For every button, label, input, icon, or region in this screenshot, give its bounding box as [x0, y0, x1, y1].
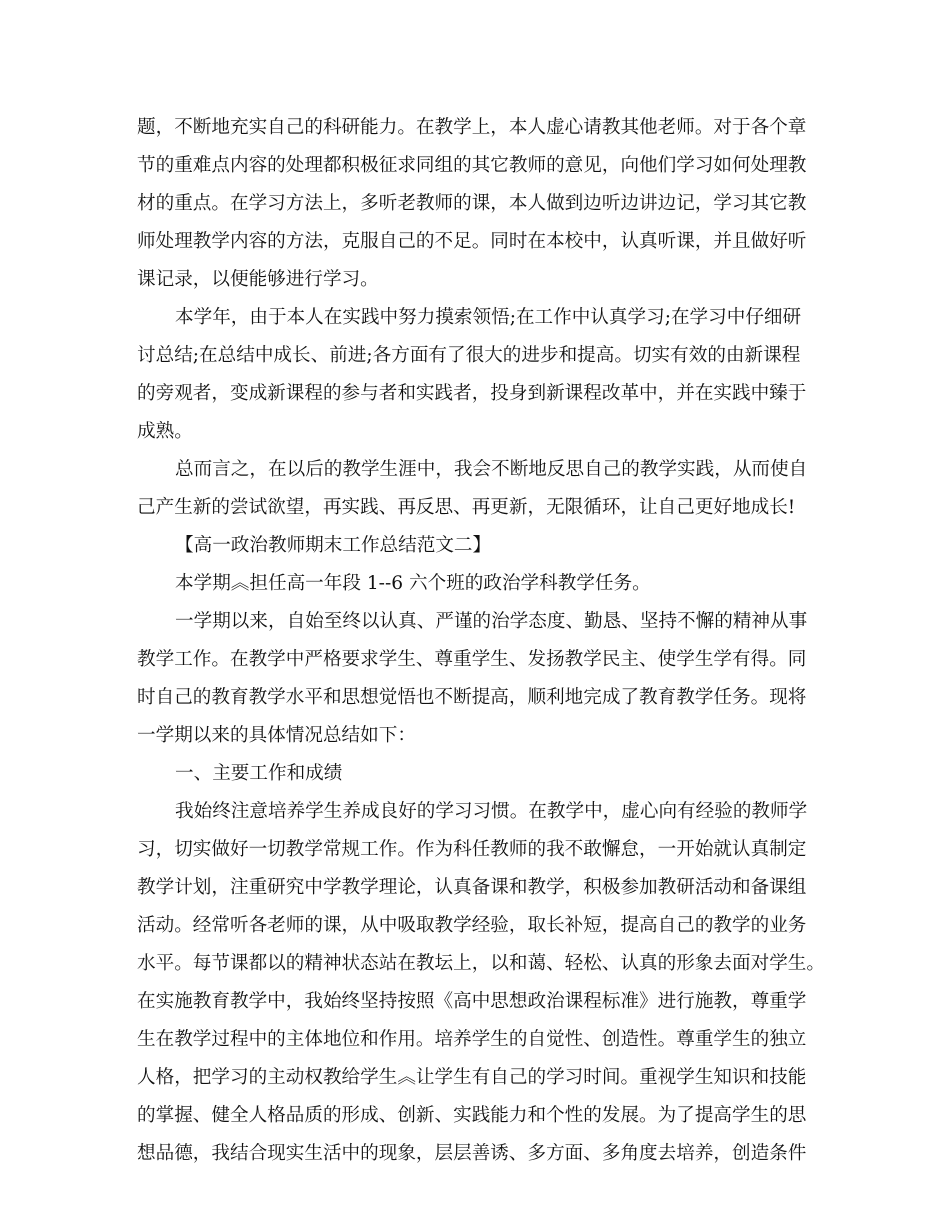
text-line: 时自己的教育教学水平和思想觉悟也不断提高，顺利地完成了教育教学任务。现将 — [137, 687, 807, 708]
text-line: 教学工作。在教学中严格要求学生、尊重学生、发扬教学民主、使学生学有得。同 — [137, 649, 807, 670]
text-line: 人格，把学习的主动权教给学生︽让学生有自己的学习时间。重视学生知识和技能 — [137, 1067, 807, 1088]
section-heading: 一、主要工作和成绩 — [175, 763, 343, 784]
text-line: 的旁观者，变成新课程的参与者和实践者，投身到新课程改革中，并在实践中臻于 — [137, 383, 807, 404]
text-line: 本学年，由于本人在实践中努力摸索领悟;在工作中认真学习;在学习中仔细研 — [175, 307, 802, 328]
text-line: 在实施教育教学中，我始终坚持按照《高中思想政治课程标准》进行施教，尊重学 — [137, 991, 807, 1012]
text-line: 本学期︽担任高一年段 1--6 六个班的政治学科教学任务。 — [175, 573, 651, 594]
text-line: 一学期以来，自始至终以认真、严谨的治学态度、勤恳、坚持不懈的精神从事 — [175, 611, 808, 632]
text-line: 的掌握、健全人格品质的形成、创新、实践能力和个性的发展。为了提高学生的思 — [137, 1105, 807, 1126]
text-line: 一学期以来的具体情况总结如下： — [137, 725, 416, 746]
text-line: 师处理教学内容的方法，克服自己的不足。同时在本校中，认真听课，并且做好听 — [137, 231, 807, 252]
text-line: 成熟。 — [137, 421, 193, 442]
text-line: 水平。每节课都以的精神状态站在教坛上，以和蔼、轻松、认真的形象去面对学生。 — [137, 953, 825, 974]
text-line: 课记录，以便能够进行学习。 — [137, 269, 379, 290]
text-line: 节的重难点内容的处理都积极征求同组的其它教师的意见，向他们学习如何处理教 — [137, 155, 807, 176]
text-line: 己产生新的尝试欲望，再实践、再反思、再更新，无限循环，让自己更好地成长! — [137, 497, 796, 518]
text-line: 讨总结;在总结中成长、前进;各方面有了很大的进步和提高。切实有效的由新课程 — [137, 345, 801, 366]
text-line: 生在教学过程中的主体地位和作用。培养学生的自觉性、创造性。尊重学生的独立 — [137, 1029, 807, 1050]
text-line: 想品德，我结合现实生活中的现象，层层善诱、多方面、多角度去培养，创造条件 — [137, 1143, 807, 1164]
section-heading: 【高一政治教师期末工作总结范文二】 — [175, 535, 492, 556]
text-line: 教学计划，注重研究中学教学理论，认真备课和教学，积极参加教研活动和备课组 — [137, 877, 807, 898]
text-line: 总而言之，在以后的教学生涯中，我会不断地反思自己的教学实践，从而使自 — [175, 459, 808, 480]
text-line: 材的重点。在学习方法上，多听老教师的课，本人做到边听边讲边记，学习其它教 — [137, 193, 807, 214]
text-line: 题，不断地充实自己的科研能力。在教学上，本人虚心请教其他老师。对于各个章 — [137, 117, 807, 138]
text-line: 习，切实做好一切教学常规工作。作为科任教师的我不敢懈怠，一开始就认真制定 — [137, 839, 807, 860]
text-line: 活动。经常听各老师的课，从中吸取教学经验，取长补短，提高自己的教学的业务 — [137, 915, 807, 936]
text-line: 我始终注意培养学生养成良好的学习习惯。在教学中，虚心向有经验的教师学 — [175, 801, 808, 822]
